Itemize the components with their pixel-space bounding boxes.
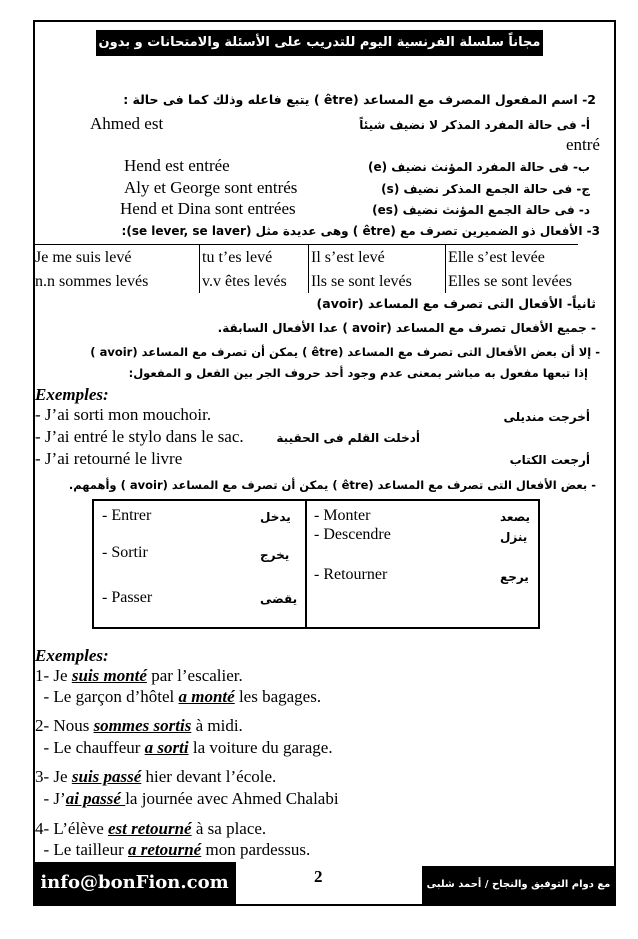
footer-email[interactable]: info@bonFion.com [33,862,236,904]
verb-french: - Entrer [102,507,152,524]
case-c-arabic: ج- فى حالة الجمع المذكر نضيف (s) [381,182,590,196]
case-d-french: Hend et Dina sont entrées [120,199,296,218]
case-b-arabic: ب- فى حالة المفرد المؤنث نضيف (e) [368,160,590,174]
example-text: mon pardessus. [201,840,311,859]
verb-arabic: يخرج [260,548,290,562]
conj-cell: v.v êtes levés [200,269,309,293]
verb-french: - Passer [102,589,153,606]
example-text: - Le garçon d’hôtel [35,687,179,706]
example-line [35,789,339,809]
auxiliary-verb: a retourné [128,840,202,859]
example-text: - Le chauffeur [35,738,145,757]
example-french: - J’ai sorti mon mouchoir. [35,405,212,424]
example-text: - J’ [35,789,66,808]
verb-french: - Retourner [314,566,388,583]
conj-cell: tu t’es levé [200,245,309,269]
auxiliary-verb: suis monté [71,666,147,685]
footer-author: مع دوام التوفيق والنجاح / أحمد شلبى [422,866,615,904]
avoir-bullet-2-line-2: إذا تبعها مفعول به مباشر بمعنى عدم وجود أحد حروف الجر بين الفعل و المفعول: [128,366,588,380]
verb-arabic: يرجع [500,570,529,584]
verb-french: - Monter [314,507,371,524]
example-text: - Le tailleur [35,840,128,859]
conj-cell: Je me suis levé [33,245,200,269]
avoir-bullet-2-line-1: - إلا أن بعض الأفعال التى تصرف مع المساعد (être ) يمكن أن تصرف مع المساعد (avoir ) [90,345,600,359]
auxiliary-verb: a sorti [144,738,189,757]
verb-french: - Sortir [102,544,148,561]
conj-cell: Elle s’est levée [448,249,545,266]
avoir-bullet-1: - جميع الأفعال تصرف مع المساعد (avoir ) عدا الأفعال السابقة. [217,321,596,335]
example-text: 4- L’élève [35,819,109,838]
example-text: 1- Je [35,666,72,685]
avoir-title: ثانياً- الأفعال التى تصرف مع المساعد (avoir) [316,296,596,311]
example-text: à sa place. [191,819,267,838]
case-d-arabic: د- فى حالة الجمع المؤنث نضيف (es) [372,203,590,217]
page-number: 2 [314,867,323,886]
verb-arabic: ينزل [500,530,528,544]
example-text: par l’escalier. [146,666,243,685]
example-line [35,767,276,787]
auxiliary-verb: sommes sortis [93,716,192,735]
example-line [35,716,243,736]
exemples-heading: Exemples: [35,385,109,404]
auxiliary-verb: suis passé [71,767,142,786]
header-banner: مجاناً سلسلة الفرنسية اليوم للتدريب على الأسئلة والامتحانات و بدون مقابل [96,30,543,56]
case-a-french: Ahmed est [90,114,164,133]
example-line [35,738,333,758]
case-c-french: Aly et George sont entrés [124,178,298,197]
example-text: hier devant l’école. [141,767,277,786]
conj-cell: n.n sommes levés [33,269,200,293]
exemples-heading-2: Exemples: [35,646,109,665]
verb-arabic: يقضى [260,592,298,606]
example-french: - J’ai entré le stylo dans le sac. [35,427,244,446]
verb-arabic: يدخل [260,510,291,524]
example-line [35,819,266,839]
auxiliary-verb: a monté [178,687,235,706]
example-text: 3- Je [35,767,72,786]
auxiliary-verb: ai passé [65,789,126,808]
conj-cell: Il s’est levé [309,245,446,269]
verb-french: - Descendre [314,526,391,543]
case-a-french-cont: entré [566,135,600,154]
example-arabic: أخرجت منديلى [503,410,590,424]
conj-row [33,245,578,269]
section-2-title: 2- اسم المفعول المصرف مع المساعد (être ) يتبع فاعله وذلك كما فى حالة : [123,92,596,107]
example-text: les bagages. [234,687,322,706]
example-text: la voiture du garage. [188,738,333,757]
example-line [35,687,321,707]
example-text: la journée avec Ahmed Chalabi [125,789,339,808]
example-line [35,666,243,686]
auxiliary-verb: est retourné [108,819,192,838]
verbs-box [92,499,540,629]
example-text: 2- Nous [35,716,94,735]
conj-cell: Elles se sont levées [448,273,572,290]
case-a-arabic: أ- فى حالة المفرد المذكر لا نضيف شيئاً [359,118,590,132]
section-3-title: 3- الأفعال ذو الضميرين تصرف مع (être ) وهى عديدة مثل (se lever, se laver): [121,224,600,238]
example-line [35,840,310,860]
case-b-french: Hend est entrée [124,156,230,175]
example-text: à midi. [191,716,243,735]
conjugation-table [33,244,578,293]
example-arabic: أرجعت الكتاب [509,453,590,467]
example-arabic: أدخلت القلم فى الحقيبة [276,431,420,445]
verbs-divider [305,501,307,627]
some-verbs-note: - بعض الأفعال التى تصرف مع المساعد (être ) يمكن أن تصرف مع المساعد (avoir ) وأهمهم. [68,478,596,492]
conj-row [33,269,578,293]
example-french: - J’ai retourné le livre [35,449,183,468]
conj-cell: Ils se sont levés [309,269,446,293]
verb-arabic: يصعد [500,510,531,524]
